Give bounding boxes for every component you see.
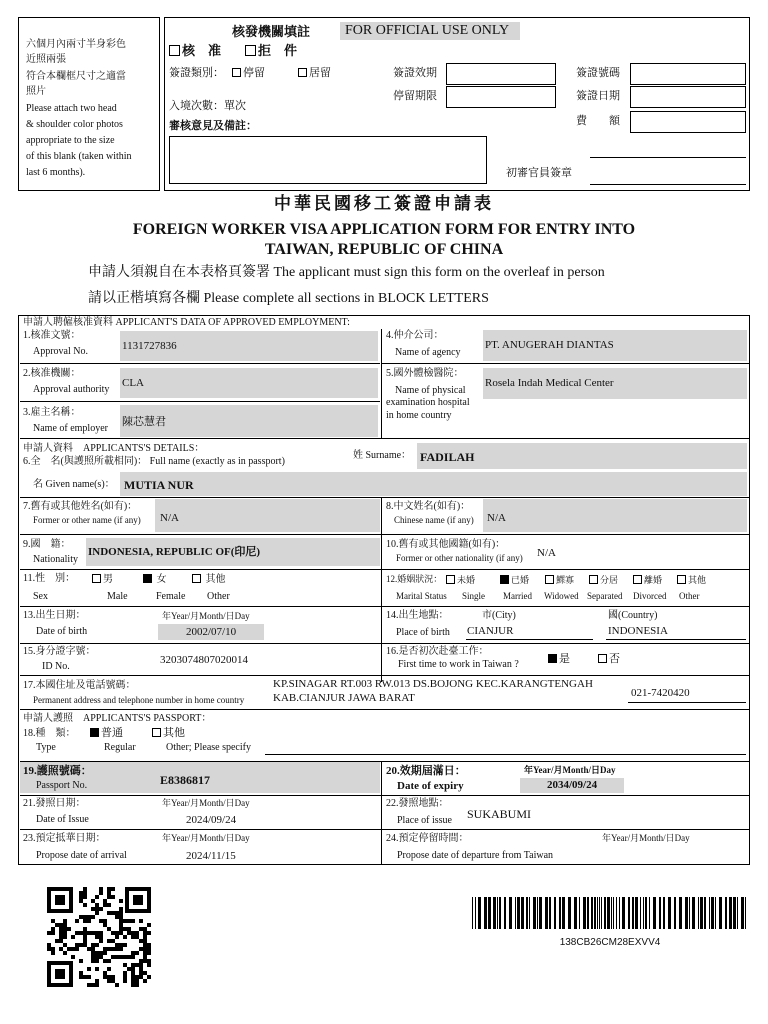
dob-label-en: Date of birth xyxy=(36,626,88,637)
sex-female-checkbox[interactable]: 女 xyxy=(143,574,167,585)
approval-no-value[interactable]: 1131727836 xyxy=(122,340,177,352)
photo-note-zh2: 近照兩張 xyxy=(26,54,66,65)
arrival-format: 年Year/月Month/日Day xyxy=(162,833,250,843)
pob-country-value[interactable]: INDONESIA xyxy=(608,625,668,637)
phone-value[interactable]: 021-7420420 xyxy=(631,687,690,699)
remarks-label: 審核意見及備註： xyxy=(169,120,257,132)
given-name-value[interactable]: MUTIA NUR xyxy=(124,478,194,492)
nationality-value[interactable]: INDONESIA, REPUBLIC OF(印尼) xyxy=(88,546,261,558)
marital-single-label-en: Single xyxy=(462,591,486,601)
nationality-label-en: Nationality xyxy=(33,554,78,565)
duration-label: 停留期限 xyxy=(393,90,437,102)
passport-no-label-en: Passport No. xyxy=(36,780,88,791)
arrival-label-en: Propose date of arrival xyxy=(36,850,127,861)
full-name-label: 6.全 名(與護照所載相同)： Full name (exactly as in passport) xyxy=(23,456,285,467)
departure-label-zh: 24.預定停留時間： xyxy=(386,833,469,844)
photo-note-en1: Please attach two head xyxy=(26,103,117,114)
stay-checkbox[interactable]: 停留 xyxy=(232,68,265,79)
photo-note-en4: of this blank (taken within xyxy=(26,151,132,162)
first-time-label-zh: 16.是否初次赴臺工作： xyxy=(386,646,489,657)
sex-female-label-en: Female xyxy=(156,591,186,602)
visa-type-label: 簽證類別： xyxy=(169,67,224,79)
approval-no-label-zh: 1.核准文號： xyxy=(23,330,81,341)
approval-authority-value[interactable]: CLA xyxy=(122,377,144,389)
visa-date-field[interactable] xyxy=(630,86,746,108)
hospital-label-en2: examination hospital xyxy=(386,397,470,408)
departure-label-en: Propose date of departure from Taiwan xyxy=(397,850,554,861)
id-no-label-zh: 15.身分證字號： xyxy=(23,646,96,657)
approval-authority-label-zh: 2.核准機關： xyxy=(23,368,81,379)
nationality-label-zh: 9.國 籍： xyxy=(23,539,71,550)
fee-label: 費 額 xyxy=(576,115,620,127)
visa-no-field[interactable] xyxy=(630,63,746,85)
visa-no-label: 簽證號碼 xyxy=(576,67,620,79)
sex-label-en: Sex xyxy=(33,591,48,602)
agency-label-en: Name of agency xyxy=(395,347,461,358)
address-label-zh: 17.本國住址及電話號碼： xyxy=(23,680,136,691)
reject-checkbox[interactable]: 拒 件 xyxy=(245,44,297,57)
pob-country-label: 國(Country) xyxy=(608,610,658,621)
employer-label-en: Name of employer xyxy=(33,423,108,434)
issue-date-label-zh: 21.發照日期： xyxy=(23,798,86,809)
surname-label: 姓 Surname： xyxy=(353,450,412,461)
hospital-value[interactable]: Rosela Indah Medical Center xyxy=(485,377,614,389)
marital-divorced-label-en: Divorced xyxy=(633,591,667,601)
approval-authority-label-en: Approval authority xyxy=(33,384,110,395)
entries-label: 入境次數：單次 xyxy=(169,100,246,112)
sex-male-label-en: Male xyxy=(107,591,128,602)
former-name-label-en: Former or other name (if any) xyxy=(33,515,141,525)
departure-format: 年Year/月Month/日Day xyxy=(602,833,690,843)
former-nationality-label-zh: 10.舊有或其他國籍(如有)： xyxy=(386,539,506,550)
employer-label-zh: 3.雇主名稱： xyxy=(23,407,81,418)
dob-format: 年Year/月Month/日Day xyxy=(162,611,250,621)
dob-label-zh: 13.出生日期： xyxy=(23,610,86,621)
sex-male-checkbox[interactable]: 男 xyxy=(92,574,113,585)
arrival-label-zh: 23.預定抵華日期： xyxy=(23,833,106,844)
former-nationality-label-en: Former or other nationality (if any) xyxy=(396,553,523,563)
address-line2[interactable]: KAB.CIANJUR JAWA BARAT xyxy=(273,692,415,704)
duration-field[interactable] xyxy=(446,86,556,108)
validity-label: 簽證效期 xyxy=(393,67,437,79)
approve-checkbox[interactable]: 核 准 xyxy=(169,44,221,57)
marital-married-label-en: Married xyxy=(503,591,532,601)
visa-date-label: 簽證日期 xyxy=(576,90,620,102)
photo-note-en3: appropriate to the size xyxy=(26,135,115,146)
id-no-value[interactable]: 3203074807020014 xyxy=(160,654,248,666)
chinese-name-label-en: Chinese name (if any) xyxy=(394,515,474,525)
marital-label-zh: 12.婚姻狀況： xyxy=(386,574,443,584)
surname-value[interactable]: FADILAH xyxy=(420,450,475,464)
employer-value[interactable]: 陳芯慧君 xyxy=(122,416,166,428)
official-title: 核發機關填註 xyxy=(232,24,311,39)
sex-other-label-en: Other xyxy=(207,591,230,602)
first-time-label-en: First time to work in Taiwan ? xyxy=(398,659,519,670)
issue-place-label-en: Place of issue xyxy=(397,815,452,826)
dob-value[interactable]: 2002/07/10 xyxy=(186,626,237,638)
instruction-sign: 申請人須親自在本表格頁簽署 The applicant must sign this form on the overleaf in person xyxy=(88,265,605,280)
form-title-en1: FOREIGN WORKER VISA APPLICATION FORM FOR ENTRY INTO xyxy=(132,221,636,238)
former-nationality-value[interactable]: N/A xyxy=(537,547,556,559)
passport-header: 申請人護照 APPLICANTS'S PASSPORT： xyxy=(23,713,212,724)
photo-note-en2: & shoulder color photos xyxy=(26,119,123,130)
passport-other-checkbox[interactable]: 其他 xyxy=(152,728,185,739)
passport-no-label-zh: 19.護照號碼： xyxy=(23,765,92,777)
sex-other-checkbox[interactable]: 其他 xyxy=(192,574,226,585)
barcode xyxy=(470,897,750,929)
passport-regular-label-en: Regular xyxy=(104,742,136,753)
issue-date-label-en: Date of Issue xyxy=(36,814,89,825)
issue-place-value[interactable]: SUKABUMI xyxy=(467,807,532,821)
former-name-value[interactable]: N/A xyxy=(160,512,179,524)
passport-type-label-zh: 18.種 類： xyxy=(23,728,76,739)
pob-city-value[interactable]: CIANJUR xyxy=(467,625,514,637)
chinese-name-label-zh: 8.中文姓名(如有)： xyxy=(386,501,471,512)
validity-field[interactable] xyxy=(446,63,556,85)
reside-checkbox[interactable]: 居留 xyxy=(298,68,331,79)
expiry-value[interactable]: 2034/09/24 xyxy=(547,779,598,791)
form-title-zh: 中華民國移工簽證申請表 xyxy=(274,194,494,214)
photo-note-zh4: 照片 xyxy=(26,86,46,97)
marital-separated-checkbox[interactable]: 分居 xyxy=(589,575,618,585)
expiry-format: 年Year/月Month/日Day xyxy=(524,765,616,775)
marital-married-checkbox[interactable]: 已婚 xyxy=(500,575,529,585)
agency-label-zh: 4.仲介公司： xyxy=(386,330,444,341)
remarks-field[interactable] xyxy=(169,136,487,184)
chinese-name-value[interactable]: N/A xyxy=(487,512,506,524)
photo-note-zh1: 六個月內兩寸半身彩色 xyxy=(26,39,126,50)
marital-widowed-label-en: Widowed xyxy=(544,591,579,601)
marital-label-en: Marital Status xyxy=(396,591,447,601)
details-header: 申請人資料 APPLICANTS'S DETAILS： xyxy=(23,443,205,454)
former-name-label-zh: 7.舊有或其他姓名(如有)： xyxy=(23,501,138,512)
qr-code xyxy=(45,885,153,989)
form-title-en2: TAIWAN, REPUBLIC OF CHINA xyxy=(264,241,504,258)
marital-other-checkbox[interactable]: 其他 xyxy=(677,575,706,585)
arrival-value[interactable]: 2024/11/15 xyxy=(186,850,236,862)
approval-no-label-en: Approval No. xyxy=(33,346,88,357)
given-name-label: 名 Given name(s)： xyxy=(33,479,115,490)
photo-note-zh3: 符合本欄框尺寸之適當 xyxy=(26,71,126,82)
passport-type-label-en: Type xyxy=(36,742,56,753)
first-time-yes-checkbox[interactable]: 是 xyxy=(548,654,570,665)
marital-divorced-checkbox[interactable]: 離婚 xyxy=(633,575,662,585)
pob-label-en: Place of birth xyxy=(396,627,450,638)
hospital-label-zh: 5.國外體檢醫院： xyxy=(386,368,464,379)
passport-no-value[interactable]: E8386817 xyxy=(160,773,211,787)
sex-label-zh: 11.性 別： xyxy=(23,573,76,584)
marital-widowed-checkbox[interactable]: 鰥寡 xyxy=(545,575,574,585)
id-no-label-en: ID No. xyxy=(42,661,70,672)
instruction-block-letters: 請以正楷填寫各欄 Please complete all sections in BLOCK LETTERS xyxy=(88,291,489,306)
passport-other-label-en: Other; Please specify xyxy=(166,742,251,753)
address-line1[interactable]: KP.SINAGAR RT.003 RW.013 DS.BOJONG KEC.KARANGTENGAH xyxy=(273,678,593,690)
official-title-en: FOR OFFICIAL USE ONLY xyxy=(345,23,510,38)
employment-header: 申請人聘僱核准資料 APPLICANT'S DATA OF APPROVED EMPLOYMENT: xyxy=(23,317,350,328)
hospital-label-en1: Name of physical xyxy=(395,385,466,396)
issue-place-label-zh: 22.發照地點： xyxy=(386,798,449,809)
officer-label: 初審官員簽章 xyxy=(506,167,572,179)
first-time-no-checkbox[interactable]: 否 xyxy=(598,654,620,665)
expiry-label-en: Date of expiry xyxy=(397,780,464,792)
fee-field[interactable] xyxy=(630,111,746,133)
passport-regular-checkbox[interactable]: 普通 xyxy=(90,728,123,739)
pob-city-label: 市(City) xyxy=(482,610,516,621)
issue-date-value[interactable]: 2024/09/24 xyxy=(186,814,237,826)
issue-date-format: 年Year/月Month/日Day xyxy=(162,798,250,808)
pob-label-zh: 14.出生地點： xyxy=(386,610,449,621)
expiry-label-zh: 20.效期屆滿日： xyxy=(386,765,466,777)
marital-other-label-en: Other xyxy=(679,591,700,601)
barcode-text: 138CB26CM28EXVV4 xyxy=(559,937,661,948)
marital-single-checkbox[interactable]: 未婚 xyxy=(446,575,475,585)
agency-value[interactable]: PT. ANUGERAH DIANTAS xyxy=(485,339,614,351)
address-label-en: Permanent address and telephone number in home country xyxy=(33,695,245,705)
hospital-label-en3: in home country xyxy=(386,410,452,421)
photo-note-en5: last 6 months). xyxy=(26,167,86,178)
marital-separated-label-en: Separated xyxy=(587,591,623,601)
